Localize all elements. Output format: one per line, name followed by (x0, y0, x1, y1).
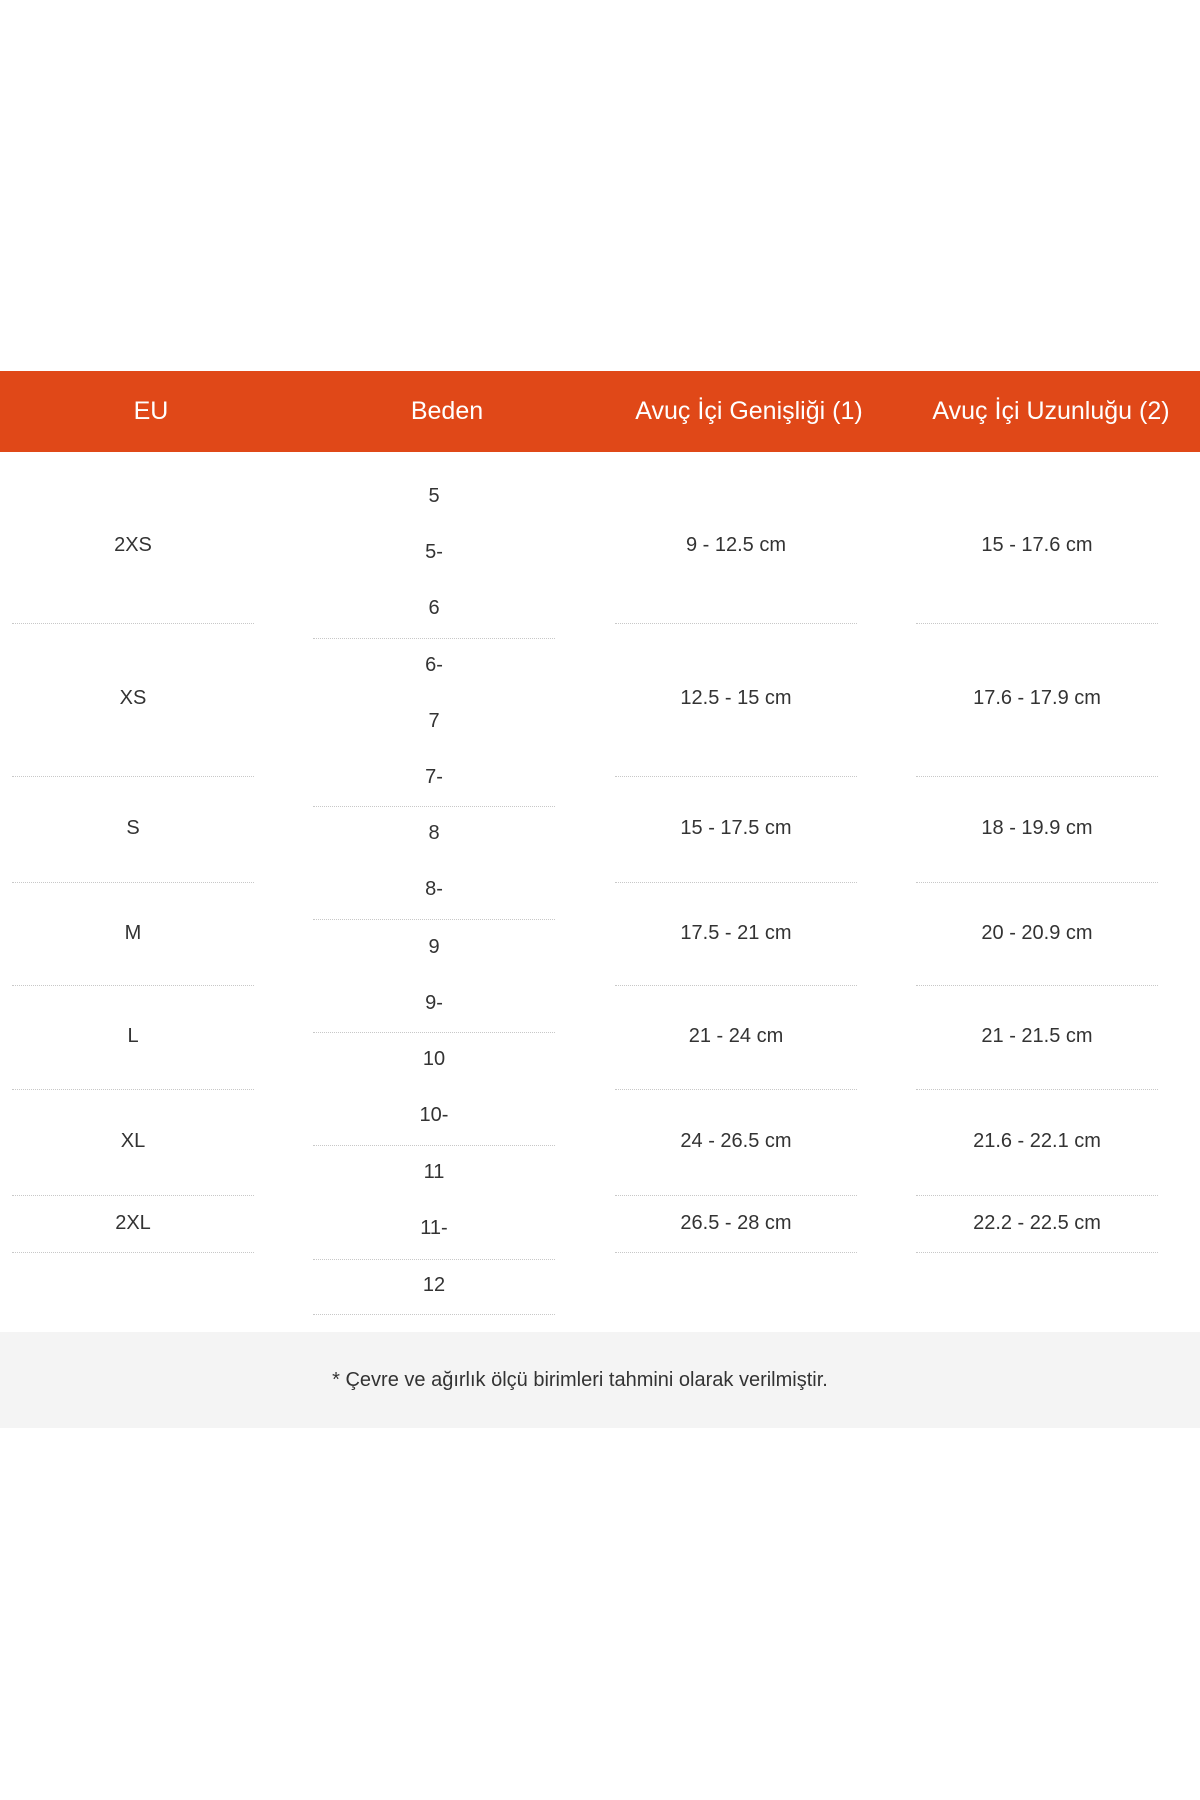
length-cell: 22.2 - 22.5 cm (973, 1212, 1101, 1234)
row-separator (615, 1195, 857, 1196)
beden-separator (313, 1259, 555, 1260)
beden-cell: 8- (425, 878, 443, 900)
beden-cell: 7 (428, 710, 440, 732)
length-cell: 21 - 21.5 cm (981, 1025, 1093, 1047)
eu-cell: XL (120, 1130, 146, 1152)
eu-cell: XS (119, 687, 147, 709)
beden-cell: 8 (428, 822, 440, 844)
row-separator (615, 1089, 857, 1090)
width-cell: 9 - 12.5 cm (685, 534, 787, 556)
row-separator (916, 1252, 1158, 1253)
row-separator (916, 776, 1158, 777)
length-cell: 21.6 - 22.1 cm (973, 1130, 1101, 1152)
eu-cell: L (127, 1025, 139, 1047)
row-separator (916, 985, 1158, 986)
header-eu: EU (133, 397, 169, 425)
width-cell: 15 - 17.5 cm (680, 817, 792, 839)
beden-cell: 5 (428, 485, 440, 507)
beden-cell: 10- (419, 1104, 449, 1126)
row-separator (12, 776, 254, 777)
beden-cell: 11 (423, 1161, 445, 1183)
footer-note (0, 1332, 1200, 1428)
beden-separator (313, 1314, 555, 1315)
eu-cell: S (126, 817, 140, 839)
row-separator (615, 1252, 857, 1253)
width-cell: 17.5 - 21 cm (680, 922, 792, 944)
length-cell: 20 - 20.9 cm (981, 922, 1093, 944)
beden-cell: 9 (428, 936, 440, 958)
beden-cell: 7- (425, 766, 443, 788)
row-separator (916, 882, 1158, 883)
row-separator (615, 776, 857, 777)
row-separator (12, 882, 254, 883)
row-separator (12, 1089, 254, 1090)
beden-cell: 6- (425, 654, 443, 676)
row-separator (615, 623, 857, 624)
beden-cell: 5- (425, 541, 443, 563)
footnote-text: * Çevre ve ağırlık ölçü birimleri tahmini olarak verilmiştir. (332, 1369, 828, 1391)
length-cell: 17.6 - 17.9 cm (973, 687, 1101, 709)
length-cell: 15 - 17.6 cm (981, 534, 1093, 556)
beden-cell: 6 (428, 597, 440, 619)
header-beden: Beden (410, 397, 484, 425)
beden-separator (313, 806, 555, 807)
header-avuc-ici-uzunlugu: Avuç İçi Uzunluğu (2) (932, 397, 1170, 425)
beden-cell: 12 (422, 1274, 446, 1296)
beden-cell: 9- (425, 992, 443, 1014)
eu-cell: 2XS (114, 534, 152, 556)
beden-separator (313, 1032, 555, 1033)
row-separator (916, 623, 1158, 624)
row-separator (12, 985, 254, 986)
row-separator (916, 1089, 1158, 1090)
length-cell: 18 - 19.9 cm (981, 817, 1093, 839)
width-cell: 21 - 24 cm (688, 1025, 784, 1047)
width-cell: 24 - 26.5 cm (680, 1130, 792, 1152)
header-avuc-ici-genisligi: Avuç İçi Genişliği (1) (635, 397, 863, 425)
beden-separator (313, 1145, 555, 1146)
row-separator (12, 1195, 254, 1196)
width-cell: 26.5 - 28 cm (680, 1212, 792, 1234)
row-separator (12, 623, 254, 624)
table-header (0, 371, 1200, 452)
beden-cell: 11- (420, 1217, 448, 1239)
width-cell: 12.5 - 15 cm (680, 687, 792, 709)
row-separator (916, 1195, 1158, 1196)
eu-cell: 2XL (115, 1212, 151, 1234)
row-separator (12, 1252, 254, 1253)
row-separator (615, 985, 857, 986)
eu-cell: M (124, 922, 142, 944)
beden-separator (313, 919, 555, 920)
beden-cell: 10 (422, 1048, 446, 1070)
row-separator (615, 882, 857, 883)
beden-separator (313, 638, 555, 639)
